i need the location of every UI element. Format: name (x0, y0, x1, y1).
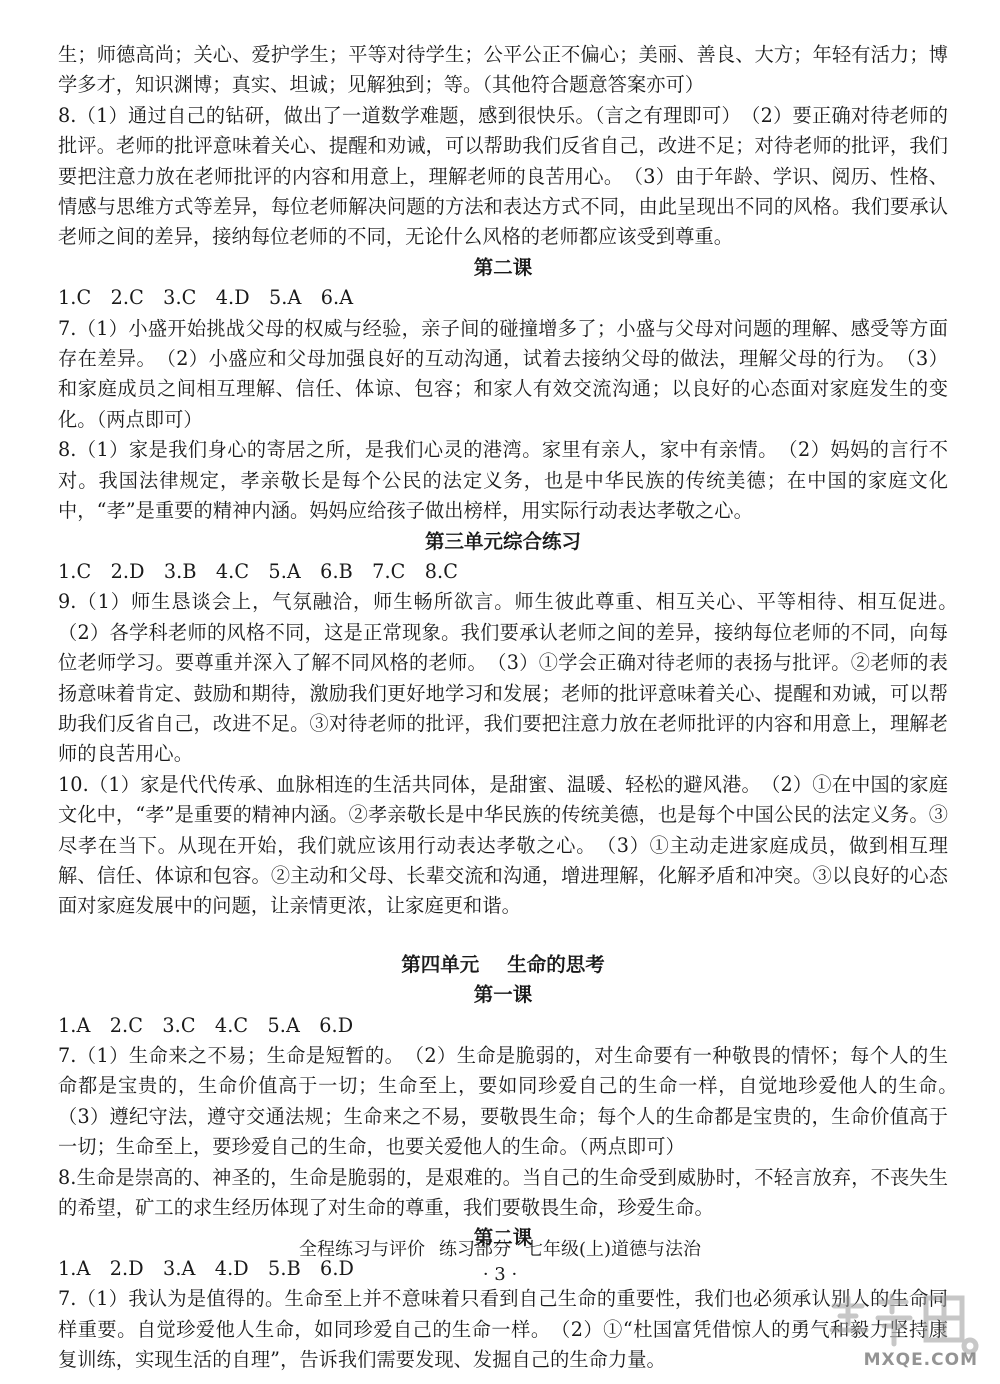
answer-paragraph: 8.（1）家是我们身心的寄居之所，是我们心灵的港湾。家里有亲人，家中有亲情。 （2）妈妈的言行不对。我国法律规定，孝亲敬长是每个公民的法定义务，也是中华民族的传统美德；在中国的家庭文化中，“孝”是重要的精神内涵。妈妈应给孩子做出榜样，用实际行动表达孝敬之心。 (58, 438, 948, 523)
answer-paragraph: 8.（1）通过自己的钻研，做出了一道数学难题，感到很快乐。（言之有理即可） （2）要正确对待老师的批评。老师的批评意味着关心、提醒和劝诫，可以帮助我们反省自己，改进不足；对待老师的批评，我们要把注意力放在老师批评的内容和用意上，理解老师的良苦用心。 （3）由于年龄、学识、阅历、性格、情感与思维方式等差异，每位老师解决问题的方法和表达方式不同，由此呈现出不同的风格。我们要承认老师之间的差异，接纳每位老师的不同，无论什么风格的老师都应该受到尊重。 (58, 103, 948, 249)
answer-paragraph: 8.生命是崇高的、神圣的，生命是脆弱的，是艰难的。当自己的生命受到威胁时，不轻言放弃，不丧失生的希望，矿工的求生经历体现了对生命的尊重，我们要敬畏生命，珍爱生命。 (58, 1165, 948, 1220)
unit-heading-title: 生命的思考 (507, 952, 605, 976)
answer-paragraph: 1.A 2.C 3.C 4.C 5.A 6.D (58, 1013, 354, 1037)
answer-paragraph: 1.C 2.C 3.C 4.D 5.A 6.A (58, 286, 354, 310)
unit-heading (58, 950, 948, 980)
answer-content (58, 40, 968, 1375)
answer-paragraph: 10.（1）家是代代传承、血脉相连的生活共同体，是甜蜜、温暖、轻松的避风港。 （2）①在中国的家庭文化中，“孝”是重要的精神内涵。②孝亲敬长是中华民族的传统美德，也是每个中国公民的法定义务。③尽孝在当下。从现在开始，我们就应该用行动表达孝敬之心。 （3）①主动走进家庭成员，做到相互理解、信任、体谅和包容。②主动和父母、长辈交流和沟通，增进理解，化解矛盾和冲突。③以良好的心态面对家庭发展中的问题，让亲情更浓，让家庭更和谐。 (58, 772, 948, 918)
footer-grade-subject: 七年级(上)道德与法治 (524, 1239, 702, 1260)
answer-paragraph: 7.（1）小盛开始挑战父母的权威与经验，亲子间的碰撞增多了；小盛与父母对问题的理解、感受等方面存在差异。 （2）小盛应和父母加强良好的互动沟通，试着去接纳父母的做法，理解父母的行为。 （3）和家庭成员之间相互理解、信任、体谅、包容；和家人有效交流沟通；以良好的心态面对家庭发生的变化。（两点即可） (58, 316, 948, 431)
page-number: · 3 · (482, 1264, 518, 1285)
answer-paragraph: 1.A 2.D 3.A 4.D 5.B 6.D (58, 1256, 355, 1280)
section-heading: 第三单元综合练习 (424, 529, 581, 553)
footer-part: 练习部分 (438, 1239, 511, 1260)
answer-paragraph: 7.（1）生命来之不易；生命是短暂的。 （2）生命是脆弱的，对生命要有一种敬畏的情怀；每个人的生命都是宝贵的，生命价值高于一切；生命至上，要如同珍爱自己的生命一样，自觉地珍爱他人的生命。 （3）遵纪守法，遵守交通法规；生命来之不易，要敬畏生命；每个人的生命都是宝贵的，生命价值高于一切；生命至上，要珍爱自己的生命，也要关爱他人的生命。（两点即可） (58, 1044, 968, 1159)
answer-paragraph: 7.（1）我认为是值得的。生命至上并不意味着只看到自己生命的重要性，我们也必须承认别人的生命同样重要。自觉珍爱他人生命，如同珍爱自己的生命一样。 （2）①“杜国富凭借惊人的勇气和毅力坚持康复训练，实现生活的自理”，告诉我们需要发现、发掘自己的生命力量。 (58, 1287, 948, 1372)
section-heading: 第二课 (473, 255, 533, 279)
section-heading: 第二课 (473, 1226, 533, 1250)
unit-heading-number: 第四单元 (401, 952, 480, 976)
section-heading: 第一课 (473, 983, 533, 1007)
footer-book-title: 全程练习与评价 (298, 1239, 425, 1260)
answer-paragraph: 1.C 2.D 3.B 4.C 5.A 6.B 7.C 8.C (58, 559, 459, 583)
answer-paragraph: 生；师德高尚；关心、爱护学生；平等对待学生；公平公正不偏心；美丽、善良、大方；年轻有活力；博学多才，知识渊博；真实、坦诚；见解独到；等。（其他符合题意答案亦可） (58, 43, 948, 97)
watermark-text: MXQE.COM (863, 1350, 978, 1370)
page-footer (0, 1237, 1000, 1263)
answer-paragraph: 9.（1）师生恳谈会上，气氛融洽，师生畅所欲言。师生彼此尊重、相互关心、平等相待、相互促进。 （2）各学科老师的风格不同，这是正常现象。我们要承认老师之间的差异，接纳每位老师的不同，向每位老师学习。要尊重并深入了解不同风格的老师。 （3）①学会正确对待老师的表扬与批评。②老师的表扬意味着肯定、鼓励和期待，激励我们更好地学习和发展；老师的批评意味着关心、提醒和劝诫，可以帮助我们反省自己，改进不足。③对待老师的批评，我们要把注意力放在老师批评的内容和用意上，理解老师的良苦用心。 (58, 590, 968, 766)
